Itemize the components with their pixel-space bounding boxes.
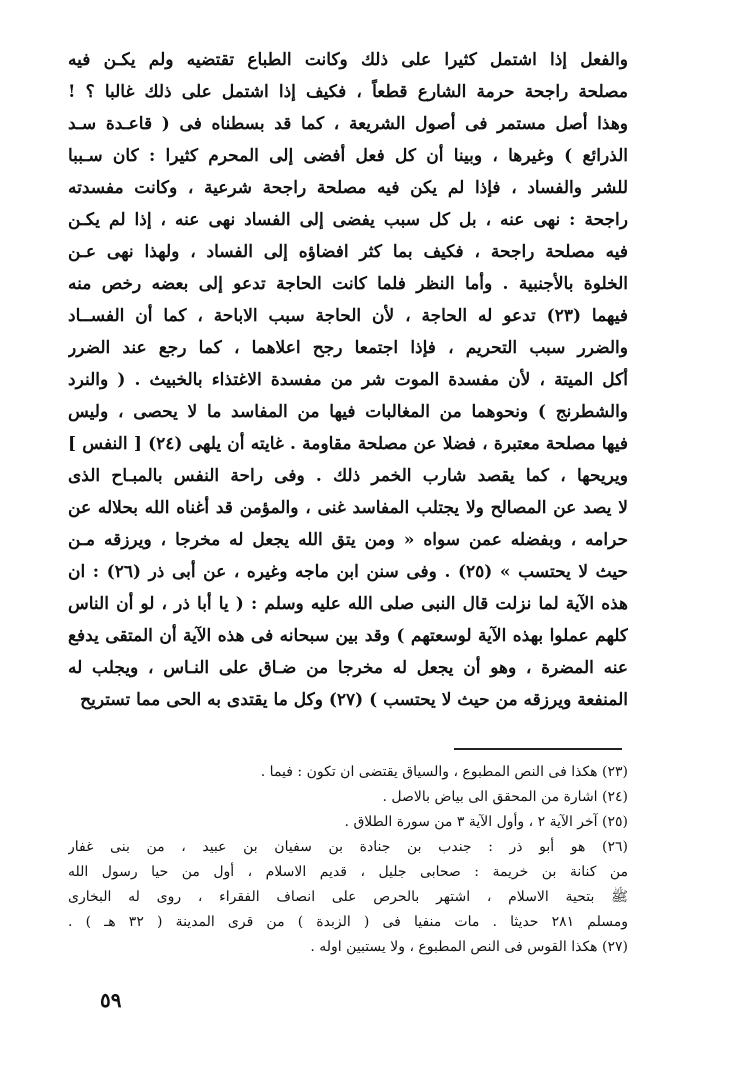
footnote-24: (٢٤) اشارة من المحقق الى بياض بالاصل .	[382, 789, 628, 805]
text-line: أكل الميتة ، لأن مفسدة الموت شر من مفسدة الاغتذاء بالخبيث . ( والنرد	[68, 370, 628, 390]
footnote-27: (٢٧) هكذا القوس فى النص المطبوع ، ولا يستبين اوله .	[310, 939, 628, 955]
text-line: ويريحها ، كما يقصد شارب الخمر ذلك . وفى راحة النفس بالمبـاح الذى	[68, 466, 628, 486]
text-line: والفعل إذا اشتمل كثيرا على ذلك وكانت الطباع تقتضيه ولم يكـن فيه	[68, 50, 628, 70]
text-line: لا يصد عن المصالح ولا يجتلب المفاسد غنى ، والمؤمن قد أغناه الله بحلاله عن	[68, 498, 628, 518]
text-line: عنه المضرة ، وهو أن يجعل له مخرجا من ضـاق على النـاس ، ويجلب له	[68, 658, 628, 678]
text-line: فيها مصلحة معتبرة ، فضلا عن مصلحة مقاومة . غايته أن يلهى (٢٤) [ النفس ]	[68, 434, 628, 454]
footnote-26-line: ﷺ بتحية الاسلام ، اشتهر بالحرص على انصاف الفقراء ، روى له البخارى	[68, 889, 628, 905]
text-line: حيث لا يحتسب » (٢٥) . وفى سنن ابن ماجه وغيره ، عن أبى ذر (٢٦) : ان	[68, 562, 628, 582]
text-line: والضرر سبب التحريم ، فإذا اجتمعا رجح اعلاهما ، كما رجع عند الضرر	[68, 338, 628, 358]
text-line: حرامه ، وبفضله عمن سواه « ومن يتق الله يجعل له مخرجا ، ويرزقه مـن	[68, 530, 628, 550]
text-line: فيهما (٢٣) تدعو له الحاجة ، لأن الحاجة سبب الاباحة ، كما أن الفســاد	[68, 306, 628, 326]
footnote-26-line: من كنانة بن خريمة : صحابى جليل ، قديم الاسلام ، أول من حيا رسول الله	[68, 864, 628, 880]
footnote-26-line: ومسلم ٢٨١ حديثا . مات منفيا فى ( الزبدة ) من قرى المدينة ( ٣٢ هـ ) .	[68, 914, 628, 930]
text-line: الخلوة بالأجنبية . وأما النظر فلما كانت الحاجة تدعو إلى بعضه رخص منه	[68, 274, 628, 294]
footnotes	[68, 760, 628, 960]
footnote-separator	[454, 748, 622, 750]
text-line: كلهم عملوا بهذه الآية لوسعتهم ) وقد بين سبحانه فى هذه الآية أن المتقى يدفع	[68, 626, 628, 646]
text-line: مصلحة راجحة حرمة الشارع قطعاً ، فكيف إذا اشتمل على ذلك غالبا ؟ !	[68, 82, 628, 102]
text-line: والشطرنج ) ونحوهما من المغالبات فيها من المفاسد ما لا يحصى ، وليس	[68, 402, 628, 422]
footnote-25: (٢٥) آخر الآية ٢ ، وأول الآية ٣ من سورة الطلاق .	[344, 814, 628, 830]
footnote-23: (٢٣) هكذا فى النص المطبوع ، والسياق يقتضى ان تكون : فيما .	[260, 764, 628, 780]
text-line: وهذا أصل مستمر فى أصول الشريعة ، كما قد بسطناه فى ( قاعـدة سـد	[68, 114, 628, 134]
footnote-26-line: (٢٦) هو أبو ذر : جندب بن جنادة بن سفيان بن عبيد ، من بنى غفار	[68, 839, 628, 855]
page-number: ٥٩	[100, 988, 122, 1012]
text-line: هذه الآية لما نزلت قال النبى صلى الله عليه وسلم : ( يا أبا ذر ، لو أن الناس	[68, 594, 628, 614]
text-line: المنفعة ويرزقه من حيث لا يحتسب ) (٢٧) وكل ما يقتدى به الحى مما تستريح	[80, 690, 628, 710]
text-line: فيه مصلحة راجحة ، فكيف بما كثر افضاؤه إلى الفساد ، ولهذا نهى عـن	[68, 242, 628, 262]
text-line: الذرائع ) وغيرها ، وبينا أن كل فعل أفضى إلى المحرم كثيرا : كان سـببا	[68, 146, 628, 166]
text-line: راجحة : نهى عنه ، بل كل سبب يفضى إلى الفساد نهى عنه ، إذا لم يكـن	[68, 210, 628, 230]
main-text	[68, 44, 628, 716]
text-line: للشر والفساد ، فإذا لم يكن فيه مصلحة راجحة شرعية ، وكانت مفسدته	[68, 178, 628, 198]
